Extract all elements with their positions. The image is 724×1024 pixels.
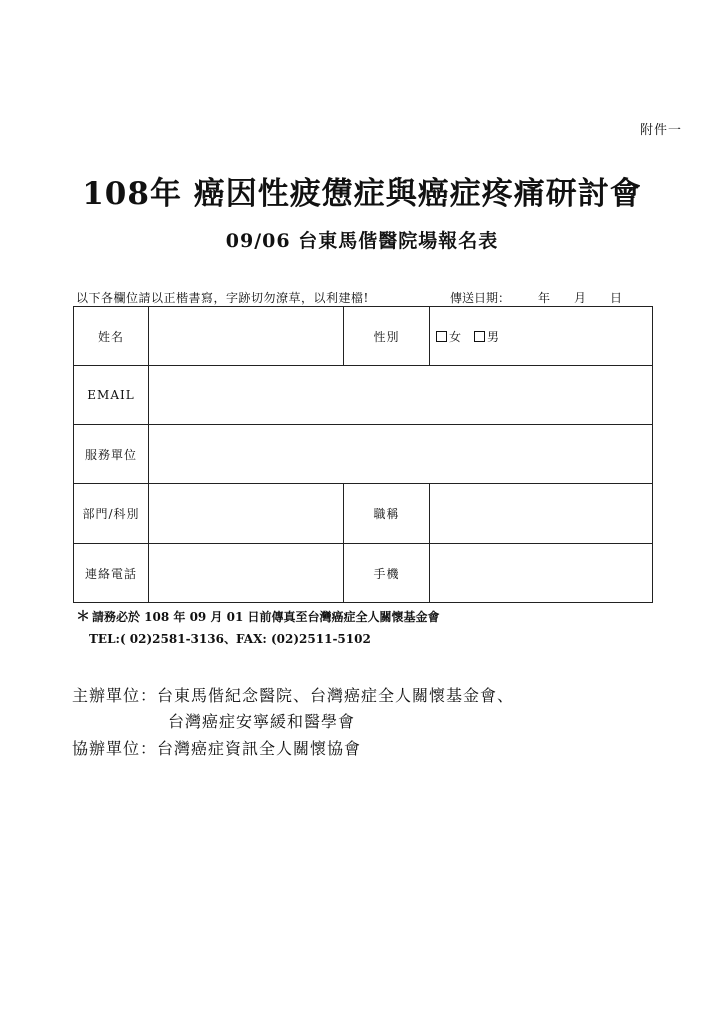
page-title: 108年 癌因性疲憊症與癌症疼痛研討會 xyxy=(82,176,642,212)
male-checkbox[interactable] xyxy=(474,331,485,342)
gender-field xyxy=(430,307,653,366)
host-organizer-line2: 台灣癌症安寧緩和醫學會 xyxy=(168,712,356,731)
job-title-field[interactable] xyxy=(430,484,653,544)
job-title-label: 職稱 xyxy=(344,484,430,544)
host-organizer-line1: 主辦單位：台東馬偕紀念醫院、台灣癌症全人關懷基金會、 xyxy=(72,686,515,705)
name-label: 姓名 xyxy=(74,307,149,366)
female-checkbox[interactable] xyxy=(436,331,447,342)
registration-form xyxy=(73,306,653,603)
org-field[interactable] xyxy=(149,425,653,484)
send-date-month: 月 xyxy=(574,291,587,305)
dept-label: 部門/科別 xyxy=(74,484,149,544)
contact-info: TEL:( 02)2581-3136、FAX: (02)2511-5102 xyxy=(89,632,371,646)
send-date-year: 年 xyxy=(538,291,551,305)
co-organizer: 協辦單位：台灣癌症資訊全人關懷協會 xyxy=(72,739,362,758)
deadline-text: 請務必於 108 年 09 月 01 日前傳真至台灣癌症全人關懷基金會 xyxy=(92,610,440,624)
female-label: 女 xyxy=(449,329,463,344)
attachment-label: 附件一 xyxy=(639,123,682,138)
asterisk-icon: ＊ xyxy=(76,609,90,625)
phone-field[interactable] xyxy=(149,544,344,603)
mobile-label: 手機 xyxy=(344,544,430,603)
dept-field[interactable] xyxy=(149,484,344,544)
send-date xyxy=(450,289,622,306)
instruction-text: 以下各欄位請以正楷書寫，字跡切勿潦草，以利建檔! xyxy=(76,291,369,305)
email-field[interactable] xyxy=(149,366,653,425)
org-label: 服務單位 xyxy=(74,425,149,484)
page-subtitle: 09/06 台東馬偕醫院場報名表 xyxy=(225,230,499,252)
male-label: 男 xyxy=(487,329,501,344)
gender-label: 性別 xyxy=(344,307,430,366)
phone-label: 連絡電話 xyxy=(74,544,149,603)
name-field[interactable] xyxy=(149,307,344,366)
gender-female-option[interactable] xyxy=(436,328,462,345)
mobile-field[interactable] xyxy=(430,544,653,603)
send-date-day: 日 xyxy=(610,291,623,305)
send-date-label: 傳送日期： xyxy=(450,291,511,305)
deadline-notice xyxy=(76,606,440,626)
email-label: EMAIL xyxy=(74,366,149,425)
gender-male-option[interactable] xyxy=(474,328,500,345)
